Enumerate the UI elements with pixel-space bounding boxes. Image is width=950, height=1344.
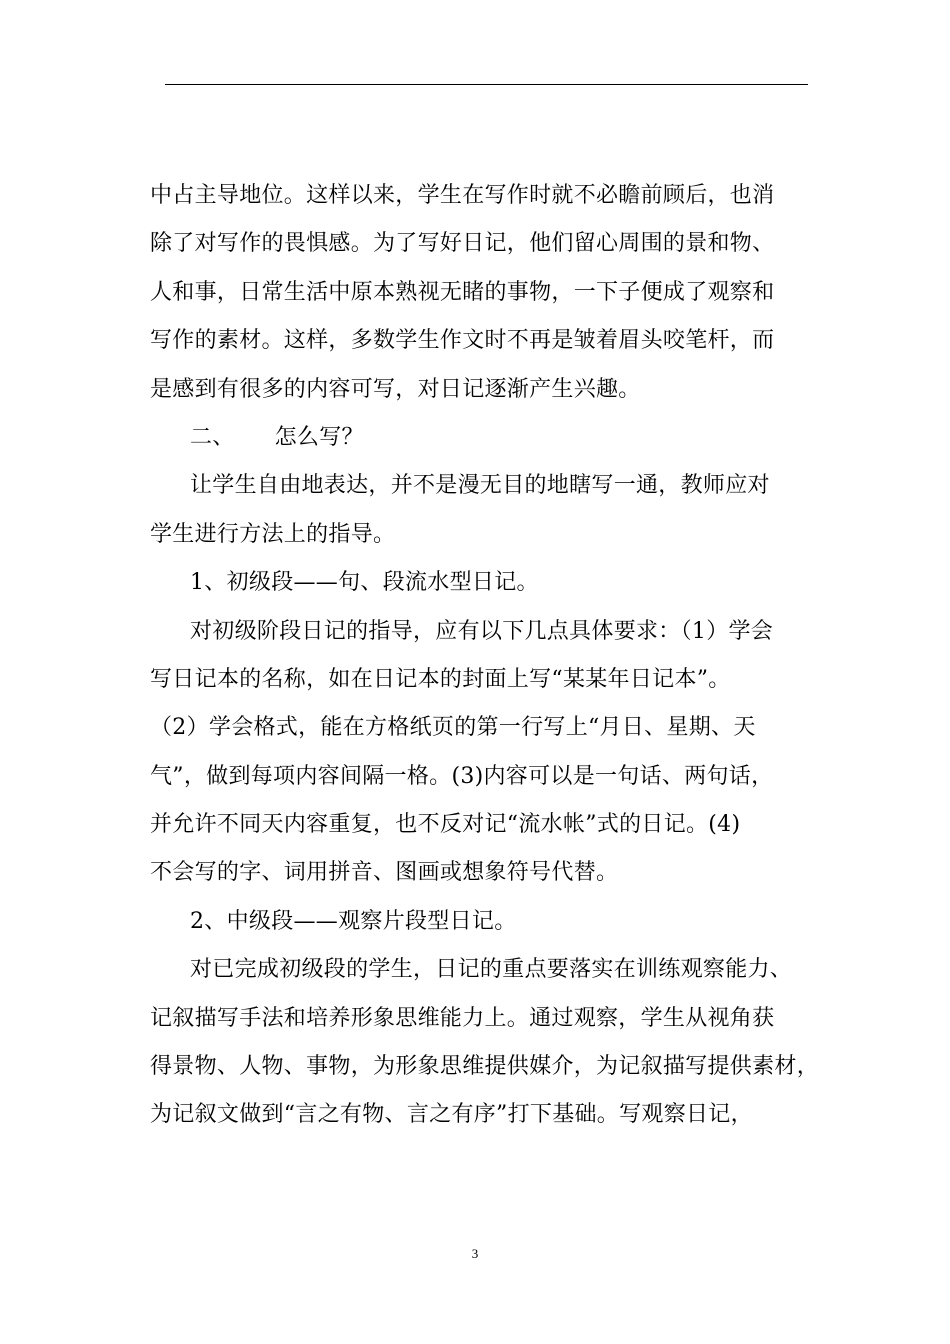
paragraph-line: 除了对写作的畏惧感。为了写好日记，他们留心周围的景和物、	[150, 231, 775, 257]
paragraph-line: 记叙描写手法和培养形象思维能力上。通过观察，学生从视角获	[150, 1005, 775, 1031]
paragraph-line: 对初级阶段日记的指导，应有以下几点具体要求：（1）学会	[190, 618, 774, 644]
paragraph-line: 是感到有很多的内容可写，对日记逐渐产生兴趣。	[150, 376, 641, 402]
header-rule	[165, 84, 808, 85]
paragraph-line: 为记叙文做到“言之有物、言之有序”打下基础。写观察日记，	[150, 1102, 753, 1128]
paragraph-line: 人和事，日常生活中原本熟视无睹的事物，一下子便成了观察和	[150, 279, 775, 305]
paragraph-line: 写作的素材。这样，多数学生作文时不再是皱着眉头咬笔杆，而	[150, 328, 775, 354]
document-body	[150, 172, 820, 1140]
section-number: 二、	[190, 424, 235, 450]
paragraph-line: 让学生自由地表达，并不是漫无目的地瞎写一通，教师应对	[190, 473, 770, 499]
paragraph-line: 不会写的字、词用拼音、图画或想象符号代替。	[150, 860, 619, 886]
paragraph-line: （2）学会格式，能在方格纸页的第一行写上“月日、星期、天	[150, 715, 756, 741]
paragraph-line: 并允许不同天内容重复，也不反对记“流水帐”式的日记。(4)	[150, 812, 741, 838]
subsection-heading: 1、初级段——句、段流水型日记。	[190, 570, 539, 596]
subsection-heading: 2、中级段——观察片段型日记。	[190, 908, 517, 934]
paragraph-line: 中占主导地位。这样以来，学生在写作时就不必瞻前顾后，也消	[150, 183, 775, 208]
section-heading	[150, 414, 810, 462]
paragraph-line: 对已完成初级段的学生，日记的重点要落实在训练观察能力、	[190, 957, 793, 983]
paragraph-line: 学生进行方法上的指导。	[150, 521, 396, 547]
paragraph-line: 气”，做到每项内容间隔一格。(3)内容可以是一句话、两句话，	[150, 763, 774, 789]
section-title: 怎么写？	[274, 424, 364, 450]
paragraph-line: 写日记本的名称，如在日记本的封面上写“某某年日记本”。	[150, 666, 731, 692]
paragraph-line: 得景物、人物、事物，为形象思维提供媒介，为记叙描写提供素材，	[150, 1054, 820, 1080]
page-number: 3	[471, 1246, 479, 1261]
